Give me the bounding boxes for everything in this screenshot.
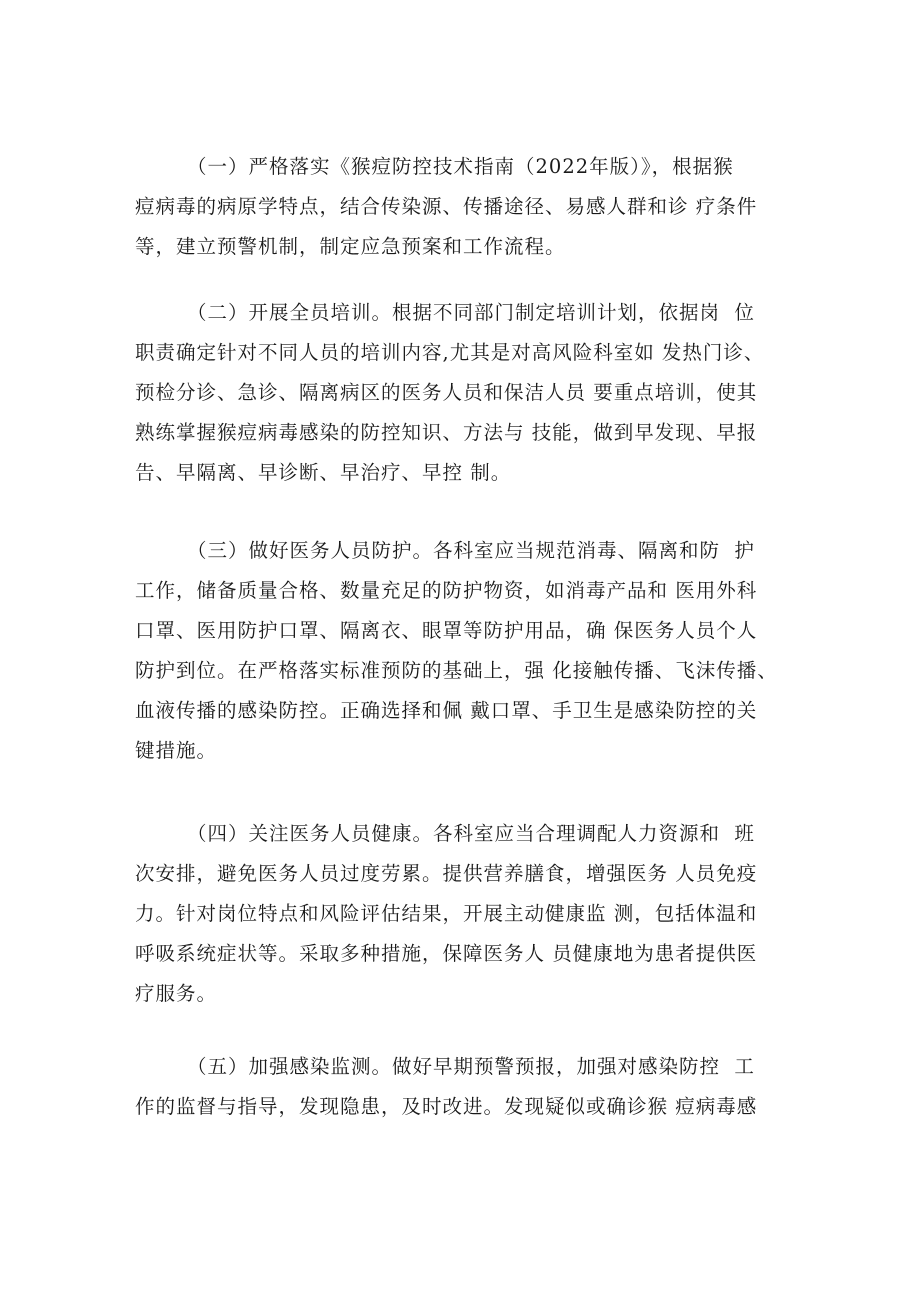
paragraph-line: 痘病毒的病原学特点，结合传染源、传播途径、易感人群和诊 疗条件 (135, 195, 758, 218)
paragraph-line: （一）严格落实《猴痘防控技术指南（2022年版）》，根据猴 (187, 155, 734, 178)
paragraph-2 (135, 293, 795, 493)
paragraph-line: （二）开展全员培训。根据不同部门制定培训计划，依据岗 位 (187, 301, 755, 324)
paragraph-line: 熟练掌握猴痘病毒感染的防控知识、方法与 技能，做到早发现、早报 (135, 421, 758, 444)
paragraph-1 (135, 147, 795, 267)
paragraph-line: 职责确定针对不同人员的培训内容,尤其是对高风险科室如 发热门诊、 (135, 341, 765, 364)
paragraph-line: 口罩、医用防护口罩、隔离衣、眼罩等防护用品，确 保医务人员个人 (135, 619, 758, 642)
paragraph-5 (135, 1047, 795, 1127)
paragraph-line: 力。针对岗位特点和风险评估结果，开展主动健康监 测，包括体温和 (135, 902, 758, 925)
paragraph-4 (135, 814, 795, 1014)
paragraph-line: 疗服务。 (135, 982, 218, 1005)
paragraph-line: 工作，储备质量合格、数量充足的防护物资，如消毒产品和 医用外科 (135, 579, 758, 602)
paragraph-line: 血液传播的感染防控。正确选择和佩 戴口罩、手卫生是感染防控的关 (135, 699, 758, 722)
paragraph-line: （五）加强感染监测。做好早期预警预报，加强对感染防控 工 (187, 1055, 755, 1078)
paragraph-line: （三）做好医务人员防护。各科室应当规范消毒、隔离和防 护 (187, 539, 755, 562)
paragraph-line: 呼吸系统症状等。采取多种措施，保障医务人 员健康地为患者提供医 (135, 942, 758, 965)
paragraph-line: 键措施。 (135, 739, 218, 762)
paragraph-line: 防护到位。在严格落实标准预防的基础上，强 化接触传播、飞沫传播、 (135, 659, 778, 682)
paragraph-line: 等，建立预警机制，制定应急预案和工作流程。 (135, 235, 566, 258)
paragraph-line: 次安排，避免医务人员过度劳累。提供营养膳食，增强医务 人员免疫 (135, 862, 758, 885)
paragraph-line: （四）关注医务人员健康。各科室应当合理调配人力资源和 班 (187, 822, 755, 845)
paragraph-line: 预检分诊、急诊、隔离病区的医务人员和保洁人员 要重点培训，使其 (135, 381, 758, 404)
paragraph-line: 告、早隔离、早诊断、早治疗、早控 制。 (135, 461, 512, 484)
paragraph-3 (135, 531, 795, 771)
paragraph-line: 作的监督与指导，发现隐患，及时改进。发现疑似或确诊猴 痘病毒感 (135, 1095, 758, 1118)
